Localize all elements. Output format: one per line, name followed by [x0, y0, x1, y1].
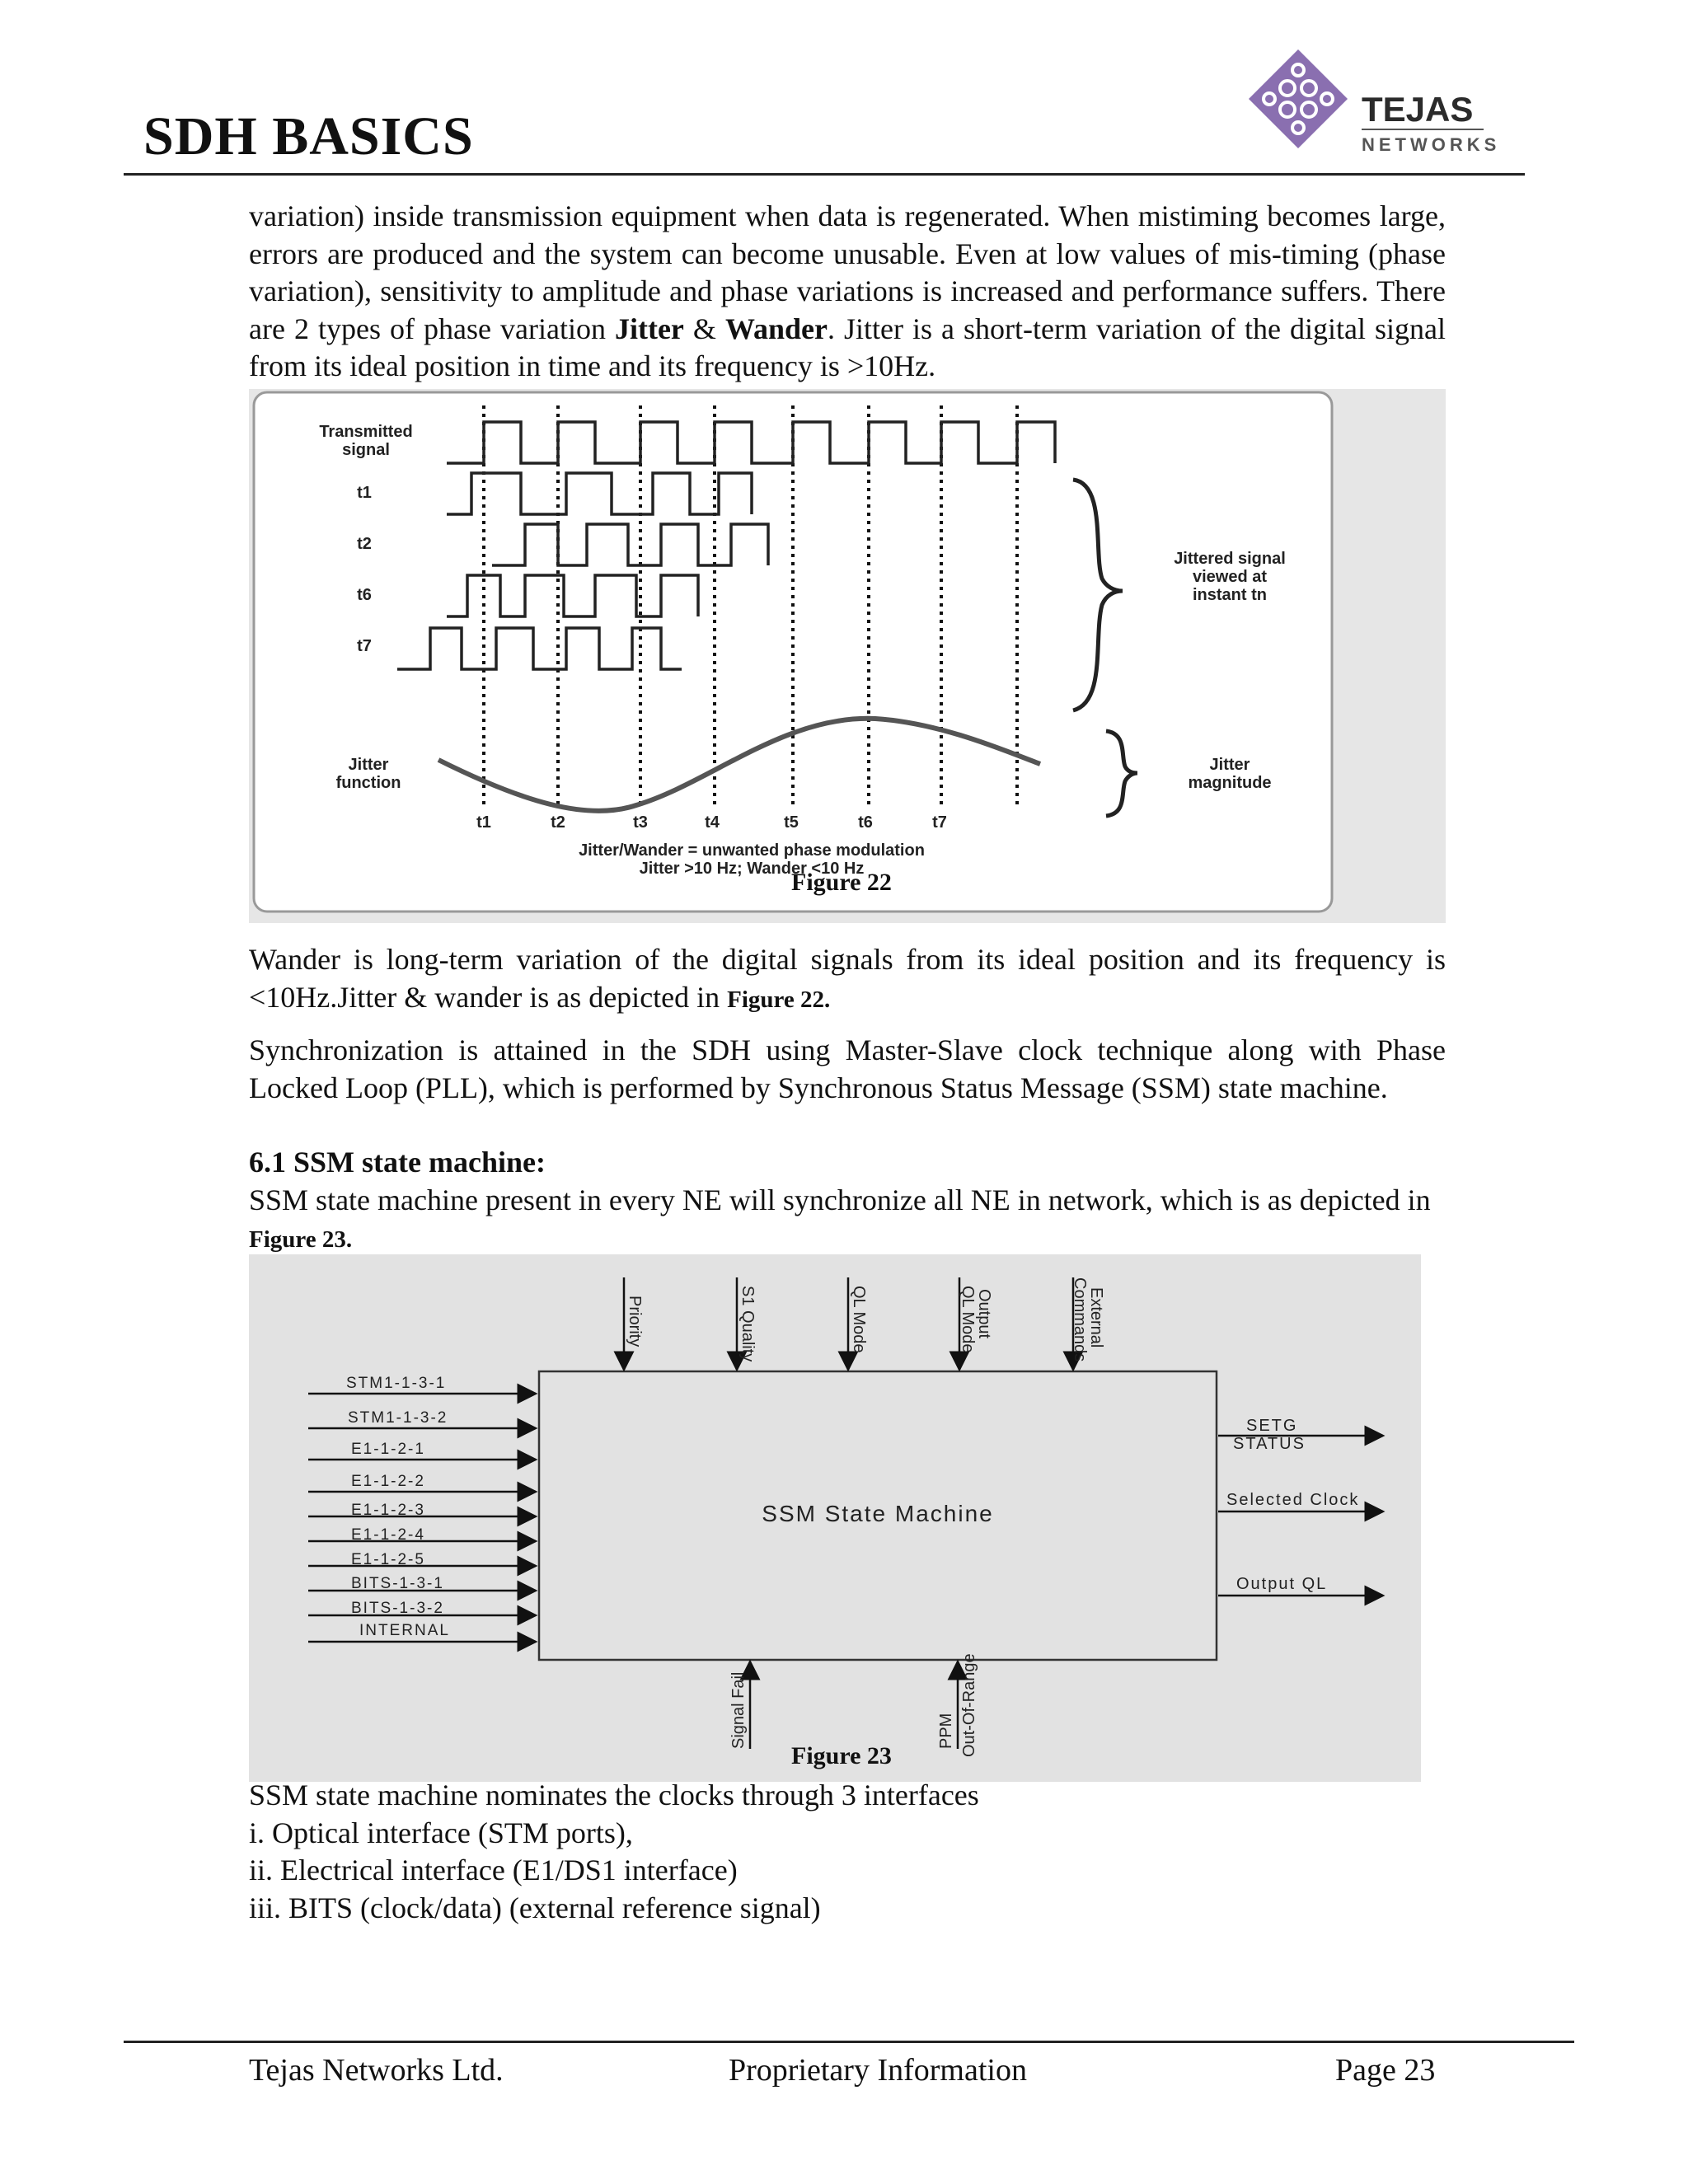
input-commands: Commands [1071, 1277, 1089, 1362]
knot-icon [1249, 49, 1348, 148]
input-e1-1-2-2: E1-1-2-2 [351, 1473, 425, 1490]
footer-page-number: Page 23 [1335, 2053, 1436, 2088]
input-e1-1-2-4: E1-1-2-4 [351, 1526, 425, 1544]
footer-proprietary: Proprietary Information [729, 2053, 1027, 2088]
input-priority: Priority [626, 1296, 644, 1347]
ssm-box-label: SSM State Machine [762, 1501, 994, 1526]
bottom-line2: Jitter >10 Hz; Wander <10 Hz [639, 860, 865, 878]
list-item-electrical: ii. Electrical interface (E1/DS1 interface) [249, 1854, 738, 1886]
list-intro: SSM state machine nominates the clocks through 3 interfaces [249, 1779, 979, 1811]
label-jitter: Jitter [348, 756, 389, 774]
company-logo [1236, 45, 1500, 161]
figure-23-caption: Figure 23 [791, 1742, 892, 1769]
label-t7: t7 [357, 637, 372, 655]
input-internal: INTERNAL [359, 1622, 450, 1639]
figure-22-ref: Figure 22. [727, 986, 831, 1013]
para1-amp: & [683, 312, 725, 345]
figure-23-ssm-diagram [249, 1254, 1421, 1782]
header-rule [124, 173, 1525, 176]
input-s1-quality: S1 Quality [738, 1286, 757, 1362]
time-t3: t3 [633, 813, 648, 832]
input-bits-1-3-1: BITS-1-3-1 [351, 1575, 444, 1592]
term-wander: Wander [724, 312, 828, 345]
para3-text: Synchronization is attained in the SDH using Master-Slave clock technique along with Phase Locked Loop (PLL), which is performed by Synchronous Status Message (SSM) state machine. [249, 1033, 1446, 1104]
output-selected-clock: Selected Clock [1226, 1491, 1360, 1509]
time-t1: t1 [476, 813, 491, 832]
label-t6: t6 [357, 586, 372, 604]
footer-company: Tejas Networks Ltd. [249, 2053, 504, 2088]
time-t4: t4 [705, 813, 720, 832]
section-heading: 6.1 SSM state machine: [249, 1146, 546, 1179]
output-setg: SETG [1246, 1417, 1298, 1435]
figure-22-jitter-diagram [249, 389, 1446, 923]
output-status: STATUS [1233, 1435, 1306, 1453]
logo-word: TEJAS [1362, 90, 1474, 129]
time-t2: t2 [551, 813, 565, 832]
figure-23-ref: Figure 23. [249, 1226, 353, 1253]
paragraph-phase-variation [249, 198, 1446, 386]
input-stm1-1-3-1: STM1-1-3-1 [346, 1375, 447, 1392]
label-t2: t2 [357, 535, 372, 553]
input-output: Output [975, 1289, 993, 1339]
label-t1: t1 [357, 484, 372, 502]
brace-label-line1: Jittered signal [1174, 550, 1286, 568]
input-e1-1-2-5: E1-1-2-5 [351, 1551, 425, 1568]
time-t6: t6 [858, 813, 873, 832]
input-e1-1-2-3: E1-1-2-3 [351, 1502, 425, 1519]
input-out-of-range: Out-Of-Range [960, 1653, 978, 1757]
label-signal: signal [342, 441, 390, 459]
figure-22-caption: Figure 22 [791, 869, 892, 896]
label-transmitted: Transmitted [319, 423, 413, 441]
interface-list [249, 1777, 1446, 1927]
magnitude-label-line1: Jitter [1209, 756, 1250, 774]
section-ssm [249, 1144, 1446, 1259]
para1-text-end: . Jitter is a short-term variation of the digital signal from its ideal position in time and its frequency is >10Hz. [249, 312, 1446, 382]
document-title: SDH BASICS [143, 106, 474, 166]
logo-subword: NETWORKS [1362, 134, 1500, 155]
time-t5: t5 [784, 813, 799, 832]
list-item-optical: i. Optical interface (STM ports), [249, 1816, 633, 1849]
term-jitter: Jitter [614, 312, 684, 345]
list-item-bits: iii. BITS (clock/data) (external reference signal) [249, 1891, 821, 1924]
input-external: External [1087, 1287, 1105, 1348]
paragraph-synchronization [249, 1032, 1446, 1107]
input-ppm: PPM [937, 1713, 955, 1749]
para2-text: Wander is long-term variation of the digital signals from its ideal position and its frequency is <10Hz.Jitter & wander is as depicted in [249, 943, 1446, 1014]
time-t7: t7 [932, 813, 947, 832]
brace-label-line3: instant tn [1193, 586, 1267, 604]
input-bits-1-3-2: BITS-1-3-2 [351, 1600, 444, 1617]
section-text: SSM state machine present in every NE will synchronize all NE in network, which is as depicted in [249, 1183, 1431, 1216]
output-ql: Output QL [1236, 1575, 1328, 1593]
input-output-ql-mode: QL Mode [959, 1286, 977, 1353]
input-stm1-1-3-2: STM1-1-3-2 [348, 1409, 448, 1427]
input-e1-1-2-1: E1-1-2-1 [351, 1441, 425, 1458]
para1-text: variation) inside transmission equipment when data is regenerated. When mistiming becomes large, errors are produced and the system can become unusable. Even at low values of mis-timing (phase variation), sensitivity to amplitude and phase variations is increased and performance suffers. There are 2 types of phase variation [249, 199, 1446, 345]
paragraph-wander [249, 941, 1446, 1019]
label-function: function [335, 774, 401, 792]
bottom-line1: Jitter/Wander = unwanted phase modulation [579, 841, 925, 860]
input-ql-mode: QL Mode [850, 1286, 868, 1353]
input-signal-fail: Signal Fail [729, 1671, 748, 1749]
brace-label-line2: viewed at [1192, 568, 1268, 586]
footer-rule [124, 2041, 1574, 2043]
magnitude-label-line2: magnitude [1188, 774, 1272, 792]
